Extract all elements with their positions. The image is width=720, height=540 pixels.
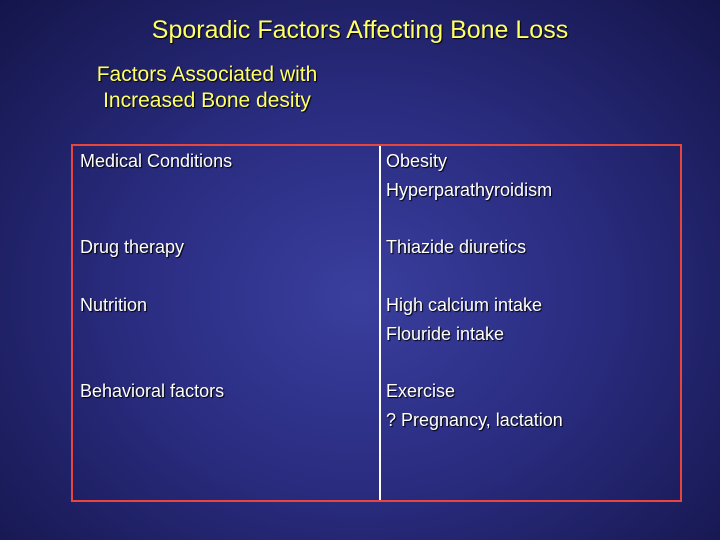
subtitle-line-2: Increased Bone desity xyxy=(103,89,311,112)
row-2-items xyxy=(386,233,526,262)
row-3-category: Nutrition xyxy=(80,295,148,315)
row-1-category: Medical Conditions xyxy=(80,151,233,171)
slide-title: Sporadic Factors Affecting Bone Loss xyxy=(151,16,569,44)
row-3-items xyxy=(386,291,542,349)
row-2-item-1: Thiazide diuretics xyxy=(386,237,527,257)
slide-subtitle xyxy=(62,62,352,114)
row-4-item-2: ? Pregnancy, lactation xyxy=(386,410,563,430)
row-1-item-1: Obesity xyxy=(386,151,448,171)
row-1-item-2: Hyperparathyroidism xyxy=(386,180,553,200)
row-3-item-1: High calcium intake xyxy=(386,295,543,315)
row-4-category: Behavioral factors xyxy=(80,381,225,401)
row-4-items xyxy=(386,377,563,435)
row-4-item-1: Exercise xyxy=(386,381,456,401)
factors-table xyxy=(71,144,682,502)
row-3-item-2: Flouride intake xyxy=(386,324,505,344)
row-2-category: Drug therapy xyxy=(80,237,185,257)
column-divider xyxy=(379,146,381,500)
row-1-items xyxy=(386,147,552,205)
subtitle-line-1: Factors Associated with xyxy=(96,63,318,86)
